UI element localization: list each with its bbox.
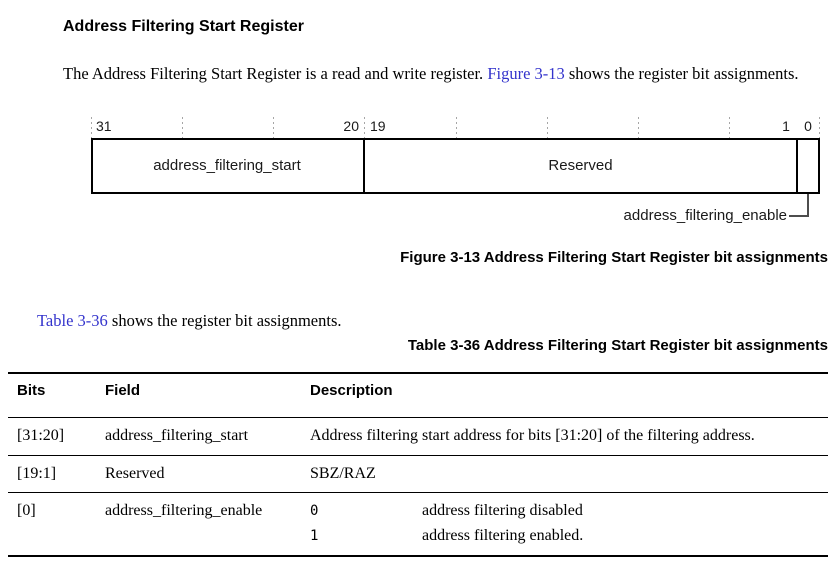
table-intro-paragraph [37,309,342,333]
header-bits: Bits [17,382,46,399]
value-meaning: address filtering disabled [422,502,583,519]
bit-number-20: 20 [343,118,359,134]
cell-bits: [0] [17,502,36,519]
field-address-filtering-start: address_filtering_start [153,157,301,174]
register-bit-diagram [91,114,820,228]
value-key: 1 [310,528,319,544]
bit-tick [819,117,820,138]
cell-description: Address filtering start address for bits [31:20] of the filtering address. [310,427,755,444]
intro-text-after: shows the register bit assignments. [564,63,799,83]
value-key: 0 [310,503,319,519]
bit-tick [547,117,548,138]
table-row [8,492,828,555]
table-row [8,455,828,492]
bit-number-1: 1 [782,118,790,134]
callout-line-vertical [807,194,809,217]
bit-tick [456,117,457,138]
bit-tick [364,117,365,138]
bit-number-19: 19 [370,118,386,134]
cell-field: address_filtering_start [105,427,249,444]
cell-bits: [31:20] [17,427,65,444]
intro-paragraph [63,61,813,86]
figure-3-13-link[interactable]: Figure 3-13 [487,63,565,83]
field-address-filtering-enable: address_filtering_enable [623,207,787,224]
cell-field: address_filtering_enable [105,502,263,519]
cell-field: Reserved [105,465,165,482]
page-title: Address Filtering Start Register [63,17,304,35]
table-3-36-link[interactable]: Table 3-36 [37,310,108,330]
bit-tick [638,117,639,138]
cell-description: SBZ/RAZ [310,465,376,482]
cell-description [301,493,828,555]
value-meaning: address filtering enabled. [422,527,584,544]
bit-assignments-table [8,372,828,557]
value-line [310,526,828,551]
bit-number-31: 31 [96,118,112,134]
intro-text-before: The Address Filtering Start Register is a read and write register. [63,63,488,83]
table-intro-after: shows the register bit assignments. [107,310,342,330]
bit-number-0: 0 [804,118,812,134]
cell-bits: [19:1] [17,465,57,482]
table-caption: Table 3-36 Address Filtering Start Register bit assignments [407,337,828,354]
field-reserved: Reserved [548,157,613,174]
figure-caption: Figure 3-13 Address Filtering Start Register bit assignments [400,249,828,266]
field-divider-1-0 [796,138,798,194]
header-field: Field [105,382,141,399]
bit-tick [729,117,730,138]
table-header-row [8,374,828,417]
value-line [310,501,828,526]
table-row [8,417,828,455]
header-description: Description [310,382,393,399]
callout-line-horizontal [789,215,808,217]
